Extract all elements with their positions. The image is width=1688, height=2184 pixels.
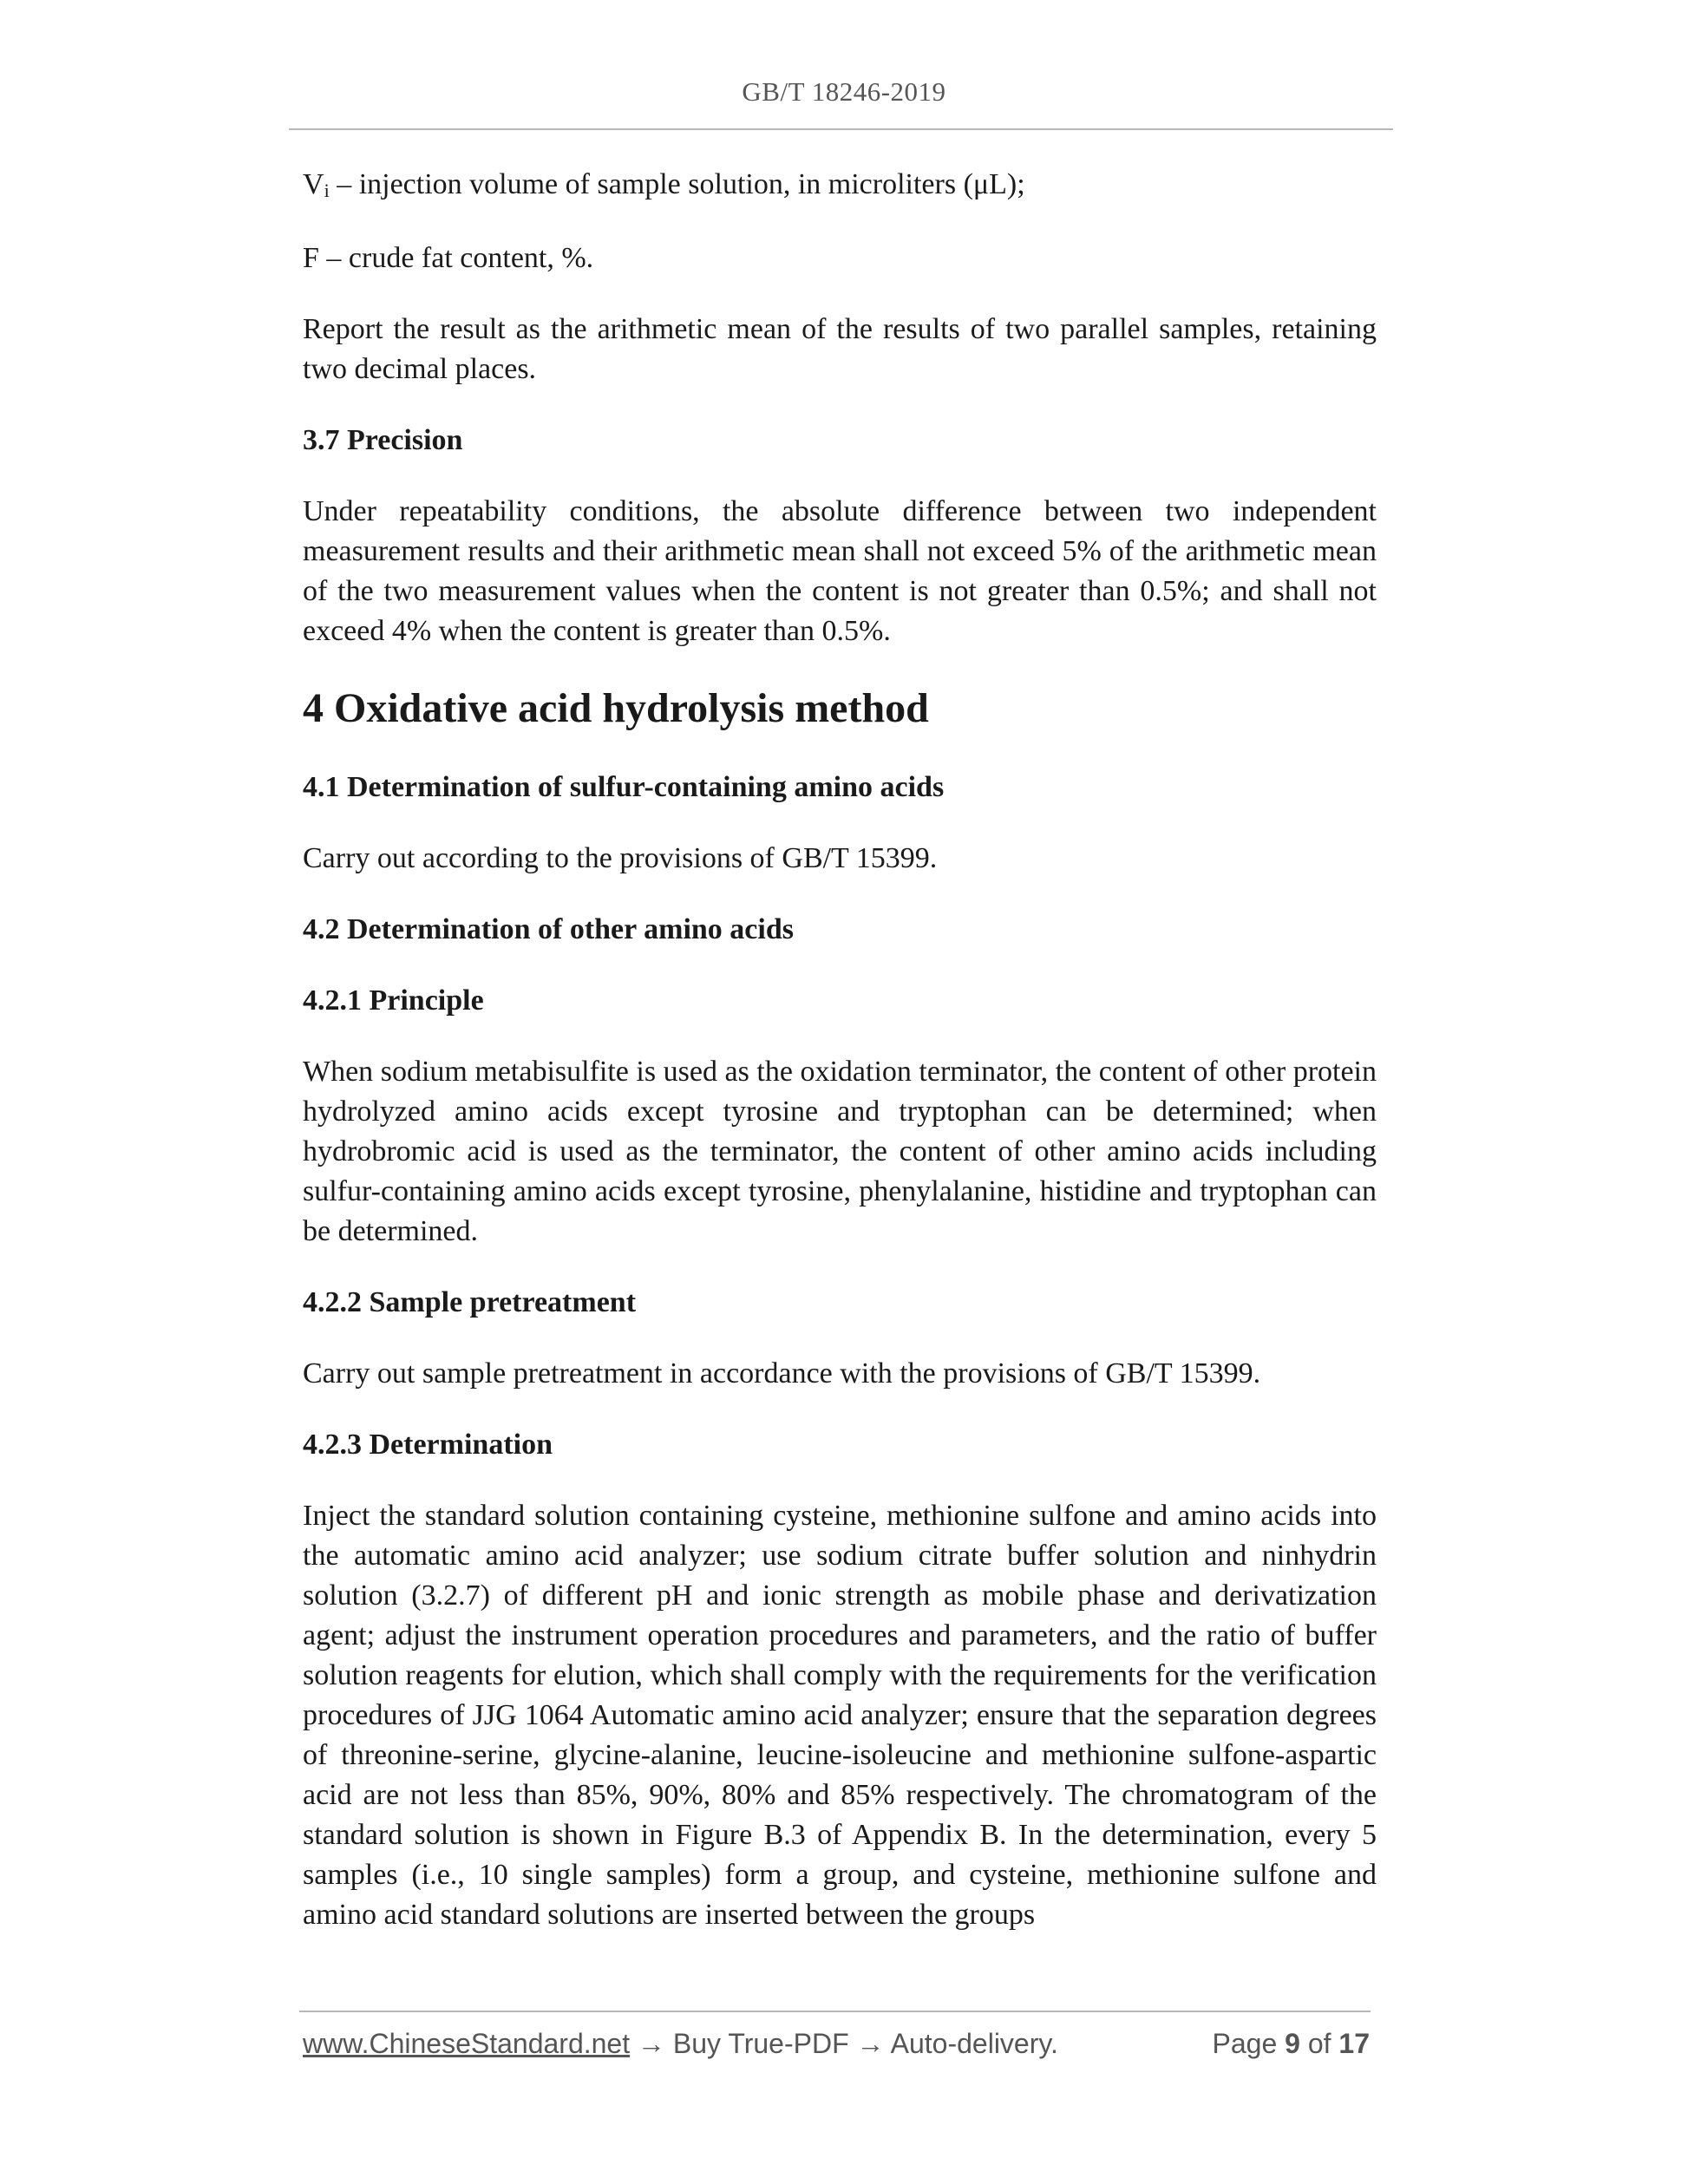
section-heading-4-2-1: 4.2.1 Principle <box>303 984 484 1017</box>
auto-delivery-text: Auto-delivery. <box>890 2028 1058 2059</box>
buy-pdf-text: Buy True-PDF <box>672 2028 849 2059</box>
footer-promo <box>303 2028 1058 2060</box>
arrow-right-icon: → <box>848 2028 891 2059</box>
variable-subscript: i <box>324 180 330 201</box>
section-heading-4-2-2: 4.2.2 Sample pretreatment <box>303 1286 637 1318</box>
page-current: 9 <box>1285 2028 1300 2059</box>
section-text-4-1: Carry out according to the provisions of GB/T 15399. <box>303 842 938 874</box>
document-header-title: GB/T 18246-2019 <box>742 76 946 107</box>
variable-definition: – crude fat content, %. <box>318 242 594 274</box>
page-footer <box>303 2028 1370 2066</box>
variable-definition-vi <box>303 165 1377 207</box>
page-label: Page <box>1212 2028 1278 2059</box>
section-heading-4-1: 4.1 Determination of sulfur-containing amino acids <box>303 771 945 803</box>
result-note: Report the result as the arithmetic mean of the results of two parallel samples, retaining two decimal places. <box>303 313 1377 385</box>
variable-definition-f <box>303 239 1377 278</box>
arrow-right-icon: → <box>630 2028 673 2059</box>
of-label: of <box>1307 2028 1331 2059</box>
variable-symbol: V <box>303 168 324 200</box>
footer-divider <box>299 2011 1371 2012</box>
document-body <box>303 165 1377 1935</box>
page-total: 17 <box>1338 2028 1370 2059</box>
section-text-4-2-1: When sodium metabisulfite is used as the oxidation terminator, the content of other protein hydrolyzed amino acids except tyrosine and tryptophan can be determined; when hydrobromic acid is used as the terminator, the content of other amino acids including sulfur-containing amino acids except tyrosine, phenylalanine, histidine and tryptophan can be determined. <box>303 1056 1377 1247</box>
section-text-3-7: Under repeatability conditions, the absolute difference between two independent measurement results and their arithmetic mean shall not exceed 5% of the arithmetic mean of the two measurement values when the content is not greater than 0.5%; and shall not exceed 4% when the content is greater than 0.5%. <box>303 495 1377 647</box>
website-link[interactable]: www.ChineseStandard.net <box>303 2028 631 2059</box>
page-number <box>1213 2028 1370 2060</box>
variable-definition: – injection volume of sample solution, in microliters (μL); <box>329 168 1025 200</box>
header-divider <box>289 128 1393 130</box>
section-heading-4-2: 4.2 Determination of other amino acids <box>303 913 794 945</box>
variable-symbol: F <box>303 242 319 274</box>
section-heading-4-2-3: 4.2.3 Determination <box>303 1429 553 1461</box>
section-heading-4: 4 Oxidative acid hydrolysis method <box>303 685 929 731</box>
section-heading-3-7: 3.7 Precision <box>303 424 463 456</box>
section-text-4-2-3: Inject the standard solution containing cysteine, methionine sulfone and amino acids into the automatic amino acid analyzer; use sodium citrate buffer solution and ninhydrin solution (3.2.7) of different pH and ionic strength as mobile phase and derivatization agent; adjust the instrument operation procedures and parameters, and the ratio of buffer solution reagents for elution, which shall comply with the requirements for the verification procedures of JJG 1064 Automatic amino acid analyzer; ensure that the separation degrees of threonine-serine, glycine-alanine, leucine-isoleucine and methionine sulfone-aspartic acid are not less than 85%, 90%, 80% and 85% respectively. The chromatogram of the standard solution is shown in Figure B.3 of Appendix B. In the determination, every 5 samples (i.e., 10 single samples) form a group, and cysteine, methionine sulfone and amino acid standard solutions are inserted between the groups <box>303 1500 1377 1931</box>
section-text-4-2-2: Carry out sample pretreatment in accordance with the provisions of GB/T 15399. <box>303 1357 1261 1390</box>
